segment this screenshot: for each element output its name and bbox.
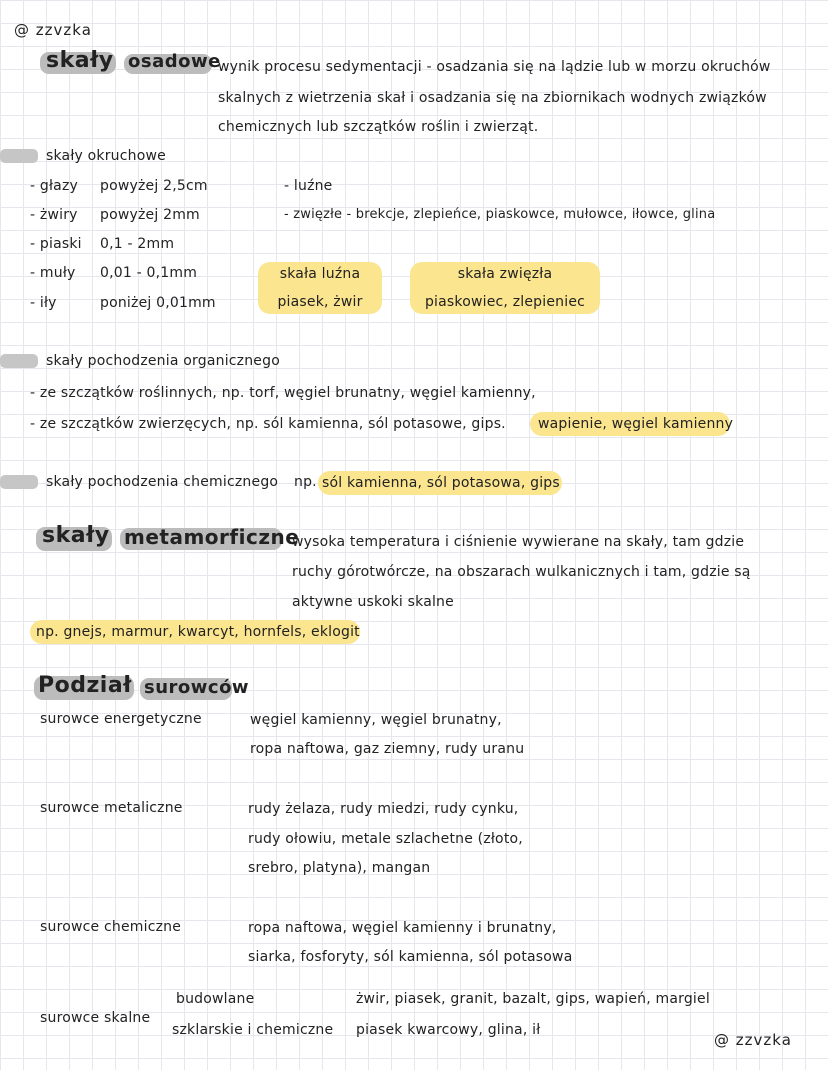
gray-bullet [0,354,38,368]
resource-value: srebro, platyna), mangan [248,860,431,876]
resource-label: surowce skalne [40,1010,151,1026]
chemical-highlight: sól kamienna, sól potasowa, gips [322,475,560,491]
section-title-metamorficzne-a: skały [42,523,110,548]
metamorphic-examples: np. gnejs, marmur, kwarcyt, hornfels, eklogit [36,624,360,640]
grain-name: - iły [30,295,57,311]
section-title-osadowe-b: osadowe [128,51,221,72]
grain-name: - muły [30,265,76,281]
resource-label: surowce metaliczne [40,800,183,816]
loose-rocks: - luźne [284,178,333,194]
resource-value: żwir, piasek, granit, bazalt, gips, wapień, margiel [356,991,710,1007]
grain-name: - głazy [30,178,78,194]
grain-size: 0,1 - 2mm [100,236,175,252]
organic-line: - ze szczątków roślinnych, np. torf, węgiel brunatny, węgiel kamienny, [30,385,536,401]
grain-size: powyżej 2mm [100,207,200,223]
section-title-osadowe-a: skały [46,48,114,73]
gray-bullet [0,475,38,489]
box-loose-examples: piasek, żwir [277,294,363,310]
resource-value: ropa naftowa, gaz ziemny, rudy uranu [250,741,525,757]
definition-line: wynik procesu sedymentacji - osadzania się na lądzie lub w morzu okruchów [218,59,771,75]
resource-value: węgiel kamienny, węgiel brunatny, [250,712,502,728]
definition-line: wysoka temperatura i ciśnienie wywierane na skały, tam gdzie [292,534,745,550]
subsection-heading: skały pochodzenia organicznego [46,353,280,369]
compact-rocks: - zwięzłe - brekcje, zlepieńce, piaskowce, mułowce, iłowce, glina [284,207,716,222]
grain-size: powyżej 2,5cm [100,178,208,194]
grain-name: - piaski [30,236,82,252]
grain-name: - żwiry [30,207,78,223]
resource-value: rudy żelaza, rudy miedzi, rudy cynku, [248,801,519,817]
resource-label: surowce chemiczne [40,919,182,935]
subsection-heading: skały okruchowe [46,148,166,164]
resource-value: ropa naftowa, węgiel kamienny i brunatny, [248,920,557,936]
section-title-metamorficzne-b: metamorficzne [124,525,300,549]
definition-line: aktywne uskoki skalne [292,594,454,610]
box-loose-title: skała luźna [279,266,361,282]
author-handle-top: @ zzvzka [14,21,92,39]
chemical-prefix: np. [294,474,317,490]
resource-label: surowce energetyczne [40,711,202,727]
box-compact-examples: piaskowiec, zlepieniec [424,294,586,310]
section-title-surowce-b: surowców [144,677,250,698]
resource-value: siarka, fosforyty, sól kamienna, sól potasowa [248,949,573,965]
resource-value: piasek kwarcowy, glina, ił [356,1022,541,1038]
gray-bullet [0,149,38,163]
definition-line: ruchy górotwórcze, na obszarach wulkanicznych i tam, gdzie są [292,564,751,580]
resource-sublabel: szklarskie i chemiczne [172,1022,334,1038]
subsection-heading: skały pochodzenia chemicznego [46,474,279,490]
definition-line: skalnych z wietrzenia skał i osadzania się na zbiornikach wodnych związków [218,90,767,106]
resource-value: rudy ołowiu, metale szlachetne (złoto, [248,831,523,847]
box-compact-title: skała zwięzła [457,266,553,282]
organic-highlight: wapienie, węgiel kamienny [538,416,734,432]
definition-line: chemicznych lub szczątków roślin i zwierząt. [218,119,539,135]
organic-line: - ze szczątków zwierzęcych, np. sól kamienna, sól potasowe, gips. [30,416,506,432]
grain-size: poniżej 0,01mm [100,295,216,311]
section-title-surowce-a: Podział [38,673,132,698]
resource-sublabel: budowlane [176,991,255,1007]
author-handle-bottom: @ zzvzka [714,1031,792,1049]
grain-size: 0,01 - 0,1mm [100,265,198,281]
